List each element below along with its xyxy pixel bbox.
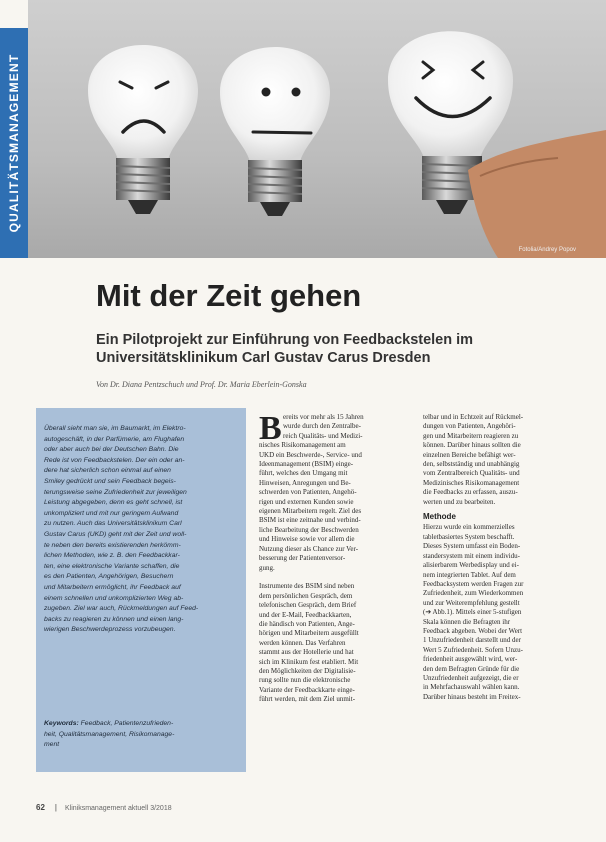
keywords-line: heit, Qualitätsmanagement, Risikomanage-	[44, 730, 175, 738]
subtitle-line: Ein Pilotprojekt zur Einführung von Feedbackstelen im	[96, 332, 474, 348]
keywords-text: Feedback, Patientenzufrieden-	[78, 720, 174, 727]
body-line: gen und Mitarbeitern reagieren zu	[423, 431, 519, 440]
body-line: den Möglichkeiten der Digitalisie-	[259, 666, 356, 675]
abstract-line: Smiley gedrückt und sein Feedback begeis-	[44, 477, 176, 485]
body-line: stammt aus der Hotellerie und hat	[259, 648, 354, 657]
body-line: werden können. Das Verfahren	[259, 638, 346, 647]
abstract-line: ten, eine elektronische Variante schaffen, die	[44, 562, 180, 570]
body-line: liche Bearbeitung der Beschwerden	[259, 525, 359, 534]
body-line: werten und zu bearbeiten.	[423, 497, 496, 506]
article-title: Mit der Zeit gehen	[96, 278, 362, 313]
keywords	[44, 719, 240, 751]
abstract-line: unkompliziert und mit nur geringem Aufwand	[44, 509, 179, 517]
abstract-line: te neben den bereits existierenden herkömm-	[44, 541, 181, 549]
body-column-1	[259, 410, 415, 705]
abstract-line: dere hat sicherlich schon einmal auf einen	[44, 467, 171, 475]
body-line: dem persönlichen Gespräch, dem	[259, 591, 353, 600]
lightbulbs-illustration	[28, 0, 606, 258]
body-line: dungen von Patienten, Angehöri-	[423, 422, 516, 431]
body-line: in Mehrfachauswahl wählen kann.	[423, 683, 520, 692]
body-line: Hierzu wurde ein kommerzielles	[423, 523, 515, 532]
body-line: nisches Risikomanagement am	[259, 441, 346, 450]
subtitle-line: Universitätsklinikum Carl Gustav Carus Dresden	[96, 350, 431, 366]
body-line: Hinweisen, Anregungen und Be-	[259, 478, 351, 487]
body-line: rung sollte nun die elektronische	[259, 676, 351, 685]
body-line: sich im Klinikum fest etabliert. Mit	[259, 657, 359, 666]
section-tab	[0, 28, 28, 258]
abstract-line: Überall sieht man sie, im Baumarkt, im Elektro-	[44, 425, 186, 432]
body-line: den, selbstständig und unabhängig	[423, 460, 520, 469]
abstract-line: lichen Methoden, wie z. B. den Feedbackkar-	[44, 552, 180, 560]
body-line: Feedbacksystem werden Fragen zur	[423, 579, 524, 588]
body-line: Wert 5 Zufriedenheit. Sofern Unzu-	[423, 645, 523, 654]
body-line: Darüber hinaus besteht im Freitex-	[423, 692, 521, 701]
body-line: einzelnen Bereiche befähigt wer-	[423, 450, 516, 459]
abstract-line: wierigen Beschwerdeprozess vorzubeugen.	[44, 626, 176, 634]
body-line: schwerden von Patienten, Angehö-	[259, 488, 357, 497]
section-tab-label: QUALITÄTSMANAGEMENT	[7, 53, 21, 233]
abstract-line: Leistung abgegeben, denn es geht schnell, ist	[44, 499, 183, 507]
abstract-line: Gustav Carus (UKD) geht mit der Zeit und woll-	[44, 530, 187, 538]
page-number: 62	[36, 803, 45, 812]
body-line: hörigen und Mitarbeitern ausgefüllt	[259, 629, 359, 638]
body-line: 1 Unzufriedenheit darstellt und der	[423, 636, 521, 645]
body-line: Zufriedenheit, zum Wiederkommen	[423, 589, 524, 598]
abstract-line: zu nutzen. Auch das Universitätsklinikum Carl	[44, 520, 182, 528]
body-line: Unzufriedenheit aufgezeigt, die er	[423, 673, 519, 682]
body-line: Dieses System umfasst ein Boden-	[423, 542, 521, 551]
body-line: führt, welches den Umgang mit	[259, 469, 348, 478]
body-line: Feedback abgeben. Wobei der Wert	[423, 626, 523, 635]
body-line: standersystem mit einem individu-	[423, 551, 521, 560]
body-column-2	[423, 413, 579, 702]
body-line: und Hinweise sowie vor allem die	[259, 535, 355, 544]
body-line: die Feedbacks zu erfassen, auszu-	[423, 488, 518, 497]
abstract-line: autogeschäft, in der Parfümerie, am Flughafen	[44, 435, 185, 443]
body-line: Variante der Feedbackkarte einge-	[259, 685, 355, 694]
abstract-line: einem schnellen und unkomplizierten Weg ab-	[44, 594, 184, 602]
body-line: nem integrierten Tablet. Auf dem	[423, 570, 516, 579]
author-byline: Von Dr. Diana Pentzschuch und Prof. Dr. Maria Eberlein-Gonska	[96, 380, 307, 389]
body-line: wurde durch den Zentralbe-	[283, 422, 361, 431]
journal-name: Kliniksmanagement aktuell 3/2018	[64, 805, 172, 812]
body-line: besserung der Patientenversor-	[259, 554, 346, 563]
body-line: den dem Befragten Gründe für die	[423, 664, 520, 673]
abstract-box	[36, 408, 246, 772]
body-line: und der E-Mail, Feedbackkarten,	[259, 610, 352, 619]
keywords-line	[44, 719, 240, 730]
body-line: Ideenmanagement (BSIM) einge-	[259, 460, 354, 469]
body-line: telefonischen Gespräch, dem Brief	[259, 601, 357, 610]
body-line: Nutzung dieser als Chance zur Ver-	[259, 544, 359, 553]
footer-separator: |	[54, 803, 57, 812]
body-line: (➔ Abb.1). Mittels einer 5-stufigen	[423, 608, 522, 617]
abstract-line: oder aber auch bei der Deutschen Bahn. Die	[44, 446, 179, 454]
body-line: BSIM ist eine zeitnahe und verbind-	[259, 516, 361, 525]
section-heading-methode: Methode	[423, 512, 456, 522]
abstract-text	[44, 424, 240, 636]
body-line: die händisch von Patienten, Ange-	[259, 619, 355, 628]
abstract-line: es den Patienten, Angehörigen, Besuchern	[44, 573, 174, 581]
body-line: friedenheit ausgewählt wird, wer-	[423, 655, 518, 664]
body-line: und zur Weiterempfehlung gestellt	[423, 598, 520, 607]
abstract-line: und Mitarbeitern ermöglicht, ihr Feedback auf	[44, 583, 181, 591]
body-line: führt werden, mit dem Ziel unmit-	[259, 695, 356, 704]
body-line: können. Darüber hinaus sollten die	[423, 441, 521, 450]
keywords-line: ment	[44, 741, 60, 749]
body-line: rigen und externen Kunden sowie	[259, 497, 354, 506]
neutral-bulb-icon	[220, 47, 330, 216]
paragraph-gap	[259, 573, 415, 582]
abstract-line: terungsweise seine Zufriedenheit zur jeweiligen	[44, 488, 187, 496]
body-line: eigenen Mitarbeitern regelt. Ziel des	[259, 507, 362, 516]
abstract-line: zugeben. Ziel war auch, Rückmeldungen auf Feed-	[44, 605, 199, 613]
drop-cap: B	[259, 410, 282, 447]
body-line: tabletbasiertes System beschafft.	[423, 532, 515, 541]
page-footer	[36, 803, 172, 812]
keywords-label: Keywords:	[44, 720, 79, 727]
sad-bulb-icon	[88, 45, 198, 214]
body-line: Medizinisches Risikomanagement	[423, 478, 520, 487]
body-line: Instrumente des BSIM sind neben	[259, 582, 355, 591]
body-line: gung.	[259, 563, 275, 572]
photo-credit: Fotolia/Andrey Popov	[518, 247, 576, 253]
body-line: alisierbarem Werbedisplay und ei-	[423, 561, 519, 570]
body-line: telbar und in Echtzeit auf Rückmel-	[423, 413, 524, 421]
body-line: reich Qualitäts- und Medizi-	[283, 431, 363, 440]
hero-image	[28, 0, 606, 258]
abstract-line: Rede ist von Feedbackstelen. Der ein oder an-	[44, 456, 185, 464]
abstract-line: backs zu reagieren zu können und einen lang-	[44, 615, 184, 623]
article-subtitle	[96, 331, 566, 367]
body-line: ereits vor mehr als 15 Jahren	[283, 413, 364, 421]
body-line: UKD ein Beschwerde-, Service- und	[259, 450, 362, 459]
body-line: vom Zentralbereich Qualitäts- und	[423, 469, 520, 478]
body-line: Skala können die Befragten ihr	[423, 617, 511, 626]
hand-icon	[468, 130, 606, 258]
